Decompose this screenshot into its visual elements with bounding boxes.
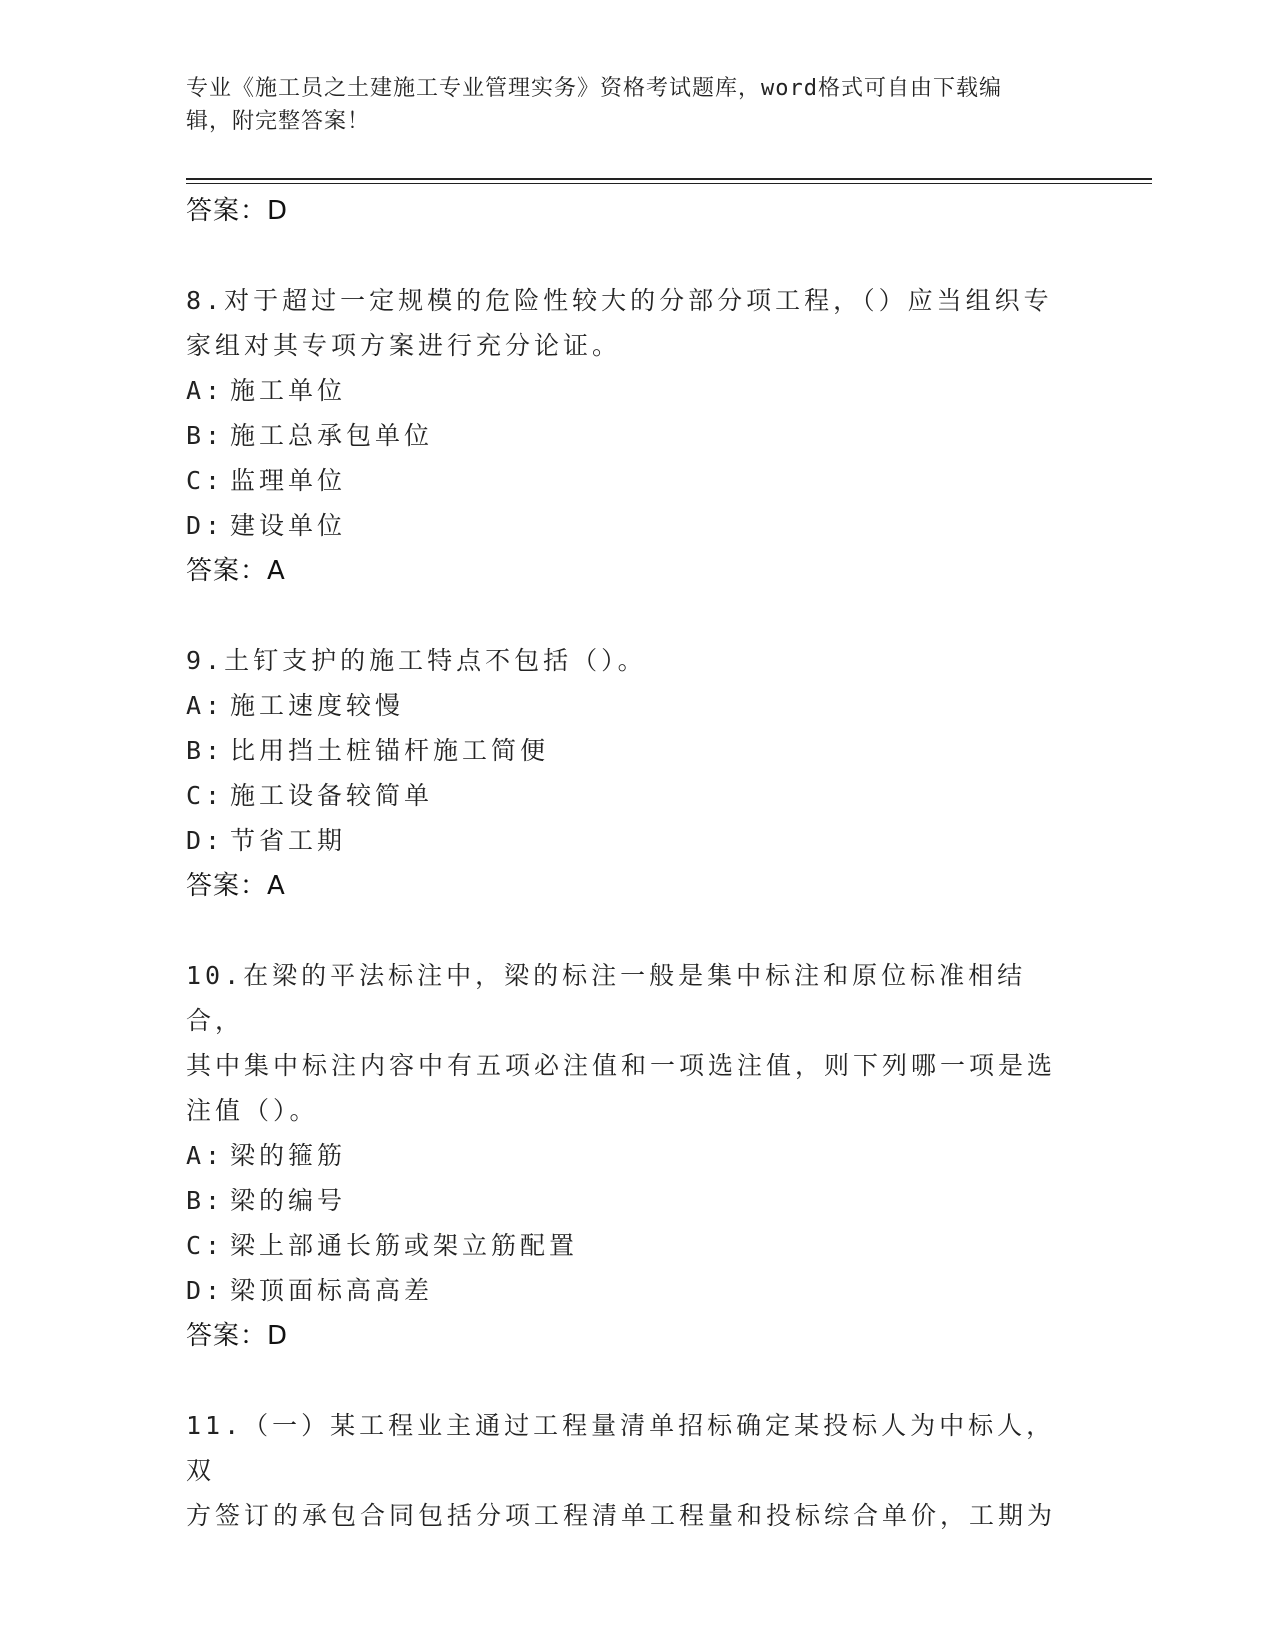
option-letter: D: bbox=[186, 511, 225, 540]
question-10-option-b bbox=[186, 1178, 1076, 1223]
question-11-text: 11.（一）某工程业主通过工程量清单招标确定某投标人为中标人，双 方签订的承包合同包括分项工程清单工程量和投标综合单价，工期为 bbox=[186, 1411, 1057, 1530]
option-text: 梁的编号 bbox=[230, 1186, 347, 1215]
option-text: 施工单位 bbox=[230, 376, 347, 405]
question-8 bbox=[186, 278, 1076, 594]
header-line-2: 辑，附完整答案！ bbox=[186, 109, 371, 134]
question-8-option-c bbox=[186, 458, 1076, 503]
option-letter: C: bbox=[186, 466, 225, 495]
question-10-option-d bbox=[186, 1268, 1076, 1313]
question-11 bbox=[186, 1403, 1076, 1538]
document-header bbox=[186, 72, 1066, 138]
option-text: 监理单位 bbox=[230, 466, 347, 495]
option-letter: B: bbox=[186, 1186, 225, 1215]
option-letter: A: bbox=[186, 1141, 225, 1170]
previous-answer: 答案：D bbox=[186, 196, 289, 226]
option-letter: D: bbox=[186, 1276, 225, 1305]
option-letter: B: bbox=[186, 421, 225, 450]
option-letter: B: bbox=[186, 736, 225, 765]
option-text: 梁顶面标高高差 bbox=[230, 1276, 434, 1305]
option-text: 节省工期 bbox=[230, 826, 347, 855]
question-list bbox=[186, 188, 1076, 1538]
question-9-option-a bbox=[186, 683, 1076, 728]
option-letter: A: bbox=[186, 691, 225, 720]
option-letter: C: bbox=[186, 1231, 225, 1260]
header-divider-thin bbox=[186, 183, 1152, 184]
option-text: 建设单位 bbox=[230, 511, 347, 540]
option-text: 梁上部通长筋或架立筋配置 bbox=[230, 1231, 579, 1260]
question-10-option-a bbox=[186, 1133, 1076, 1178]
question-9-option-c bbox=[186, 773, 1076, 818]
question-9-option-b bbox=[186, 728, 1076, 773]
question-10-option-c bbox=[186, 1223, 1076, 1268]
question-8-option-a bbox=[186, 368, 1076, 413]
question-8-option-d bbox=[186, 503, 1076, 548]
question-9 bbox=[186, 638, 1076, 909]
option-text: 施工总承包单位 bbox=[230, 421, 434, 450]
question-9-option-d bbox=[186, 818, 1076, 863]
question-8-text: 8.对于超过一定规模的危险性较大的分部分项工程，（）应当组织专 家组对其专项方案进行充分论证。 bbox=[186, 286, 1053, 360]
option-text: 梁的箍筋 bbox=[230, 1141, 347, 1170]
question-10-answer: 答案：D bbox=[186, 1321, 289, 1351]
question-8-option-b bbox=[186, 413, 1076, 458]
question-9-answer: 答案：A bbox=[186, 871, 286, 901]
question-9-text: 9.土钉支护的施工特点不包括（）。 bbox=[186, 646, 647, 675]
option-letter: C: bbox=[186, 781, 225, 810]
header-divider-thick bbox=[186, 178, 1152, 180]
question-10 bbox=[186, 953, 1076, 1359]
option-text: 施工设备较简单 bbox=[230, 781, 434, 810]
question-10-text: 10.在梁的平法标注中，梁的标注一般是集中标注和原位标准相结合， 其中集中标注内容中有五项必注值和一项选注值，则下列哪一项是选 注值（）。 bbox=[186, 961, 1057, 1125]
option-letter: D: bbox=[186, 826, 225, 855]
option-letter: A: bbox=[186, 376, 225, 405]
option-text: 比用挡土桩锚杆施工简便 bbox=[230, 736, 550, 765]
header-line-1: 专业《施工员之土建施工专业管理实务》资格考试题库，word格式可自由下载编 bbox=[186, 76, 1002, 101]
question-8-answer: 答案：A bbox=[186, 556, 286, 586]
option-text: 施工速度较慢 bbox=[230, 691, 405, 720]
